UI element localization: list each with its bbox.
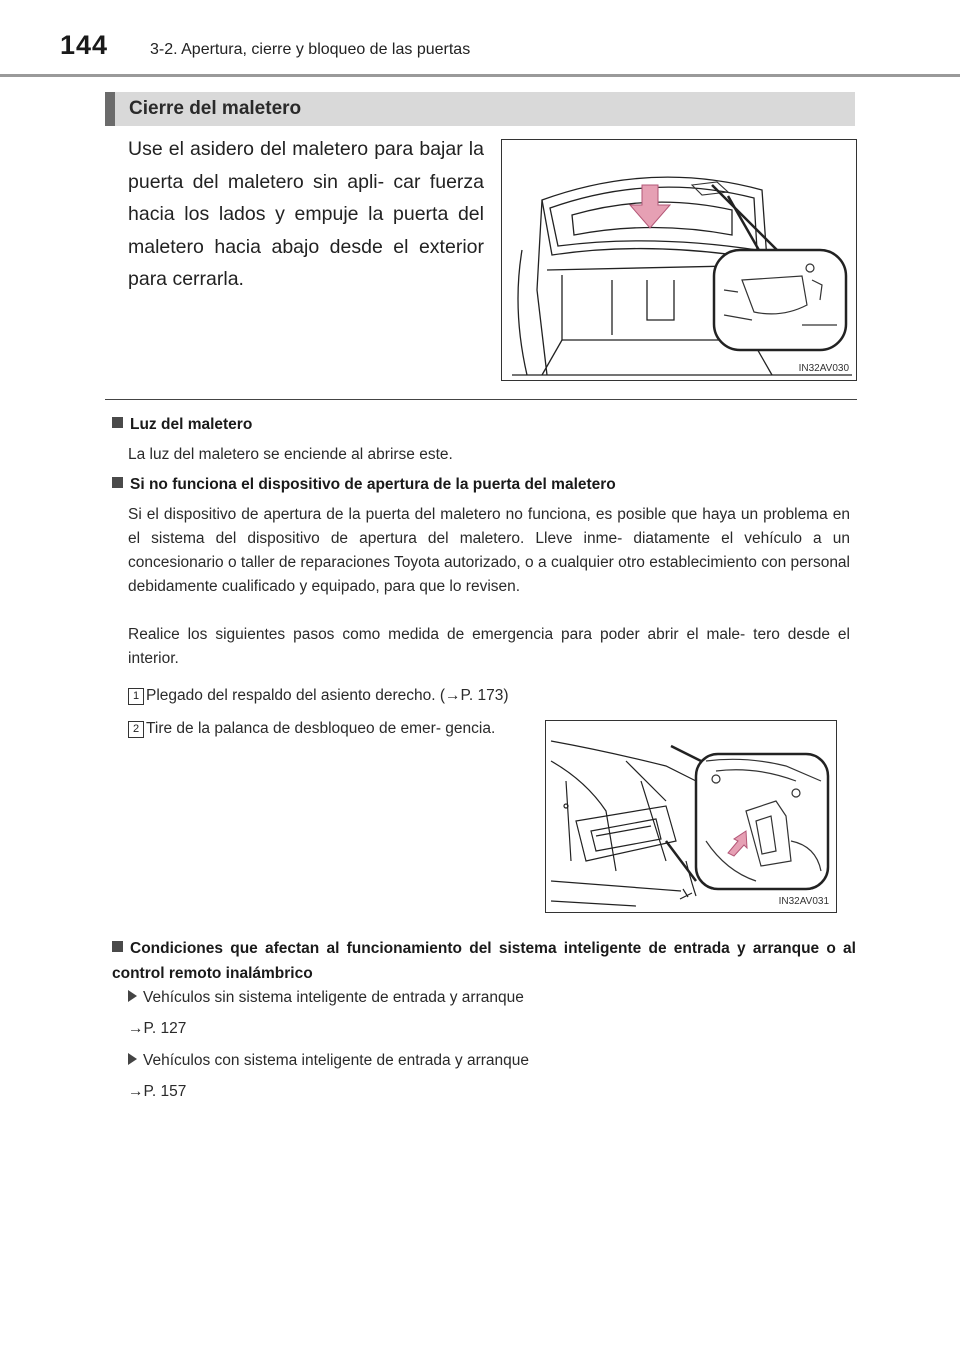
triangle-bullet-icon <box>128 990 137 1002</box>
opener-fail-paragraph1: Si el dispositivo de apertura de la puerta del maletero no funciona, es posible que haya un problema en el sistema del dispositivo de apertura del maletero. Lleve inme- diatamente el vehículo a un concesionario o taller de reparaciones Toyota autorizado, o a cualquier otro establecimiento con personal debidamente cualificado y equipado, para que lo revisen. <box>128 506 850 595</box>
figure-trunk-close <box>501 139 857 381</box>
section-divider <box>105 399 857 400</box>
condition-item <box>128 986 524 1010</box>
condition-label: Vehículos sin sistema inteligente de entrada y arranque <box>143 989 524 1006</box>
trunk-light-text: La luz del maletero se enciende al abrirse este. <box>128 446 453 463</box>
subhead-trunk-light-label: Luz del maletero <box>130 416 253 433</box>
condition-item <box>128 1049 529 1073</box>
subhead-conditions-label: Condiciones que afectan al funcionamiento del sistema inteligente de entrada y arranque o al control remoto inalámbrico <box>112 940 856 982</box>
section-title: 3-2. Apertura, cierre y bloqueo de las puertas <box>150 41 471 58</box>
condition-label: Vehículos con sistema inteligente de entrada y arranque <box>143 1052 530 1069</box>
figure-code: IN32AV030 <box>798 363 849 374</box>
step-text: Plegado del respaldo del asiento derecho. (→P. 173) <box>146 687 509 704</box>
trunk-illustration <box>502 140 857 381</box>
header-rule <box>0 74 960 77</box>
step-number: 2 <box>128 721 144 738</box>
bullet-square <box>112 417 123 428</box>
subhead-conditions <box>112 936 856 986</box>
heading-trunk-close-label: Cierre del maletero <box>129 98 302 119</box>
figure-emergency-lever <box>545 720 837 913</box>
page-number: 144 <box>60 30 109 60</box>
page-reference: →P. 157 <box>128 1083 187 1100</box>
bullet-square <box>112 941 123 952</box>
page-reference: →P. 127 <box>128 1020 187 1037</box>
triangle-bullet-icon <box>128 1053 137 1065</box>
lever-illustration <box>546 721 837 913</box>
subhead-opener-fail <box>112 476 616 494</box>
bullet-square <box>112 477 123 488</box>
trunk-close-text: Use el asidero del maletero para bajar la puerta del maletero sin apli- car fuerza hacia los lados y empuje la puerta del maletero hacia abajo desde el exterior para cerrarla. <box>128 138 484 290</box>
step-number: 1 <box>128 688 144 705</box>
figure-code: IN32AV031 <box>778 896 829 907</box>
subhead-trunk-light <box>112 416 252 434</box>
push-arrow <box>630 185 670 228</box>
step-text: Tire de la palanca de desbloqueo de emer- gencia. <box>146 720 496 737</box>
heading-trunk-close <box>105 92 855 126</box>
opener-fail-paragraph2: Realice los siguientes pasos como medida de emergencia para poder abrir el male- tero desde el interior. <box>128 626 850 667</box>
subhead-opener-fail-label: Si no funciona el dispositivo de apertura de la puerta del maletero <box>130 476 616 493</box>
